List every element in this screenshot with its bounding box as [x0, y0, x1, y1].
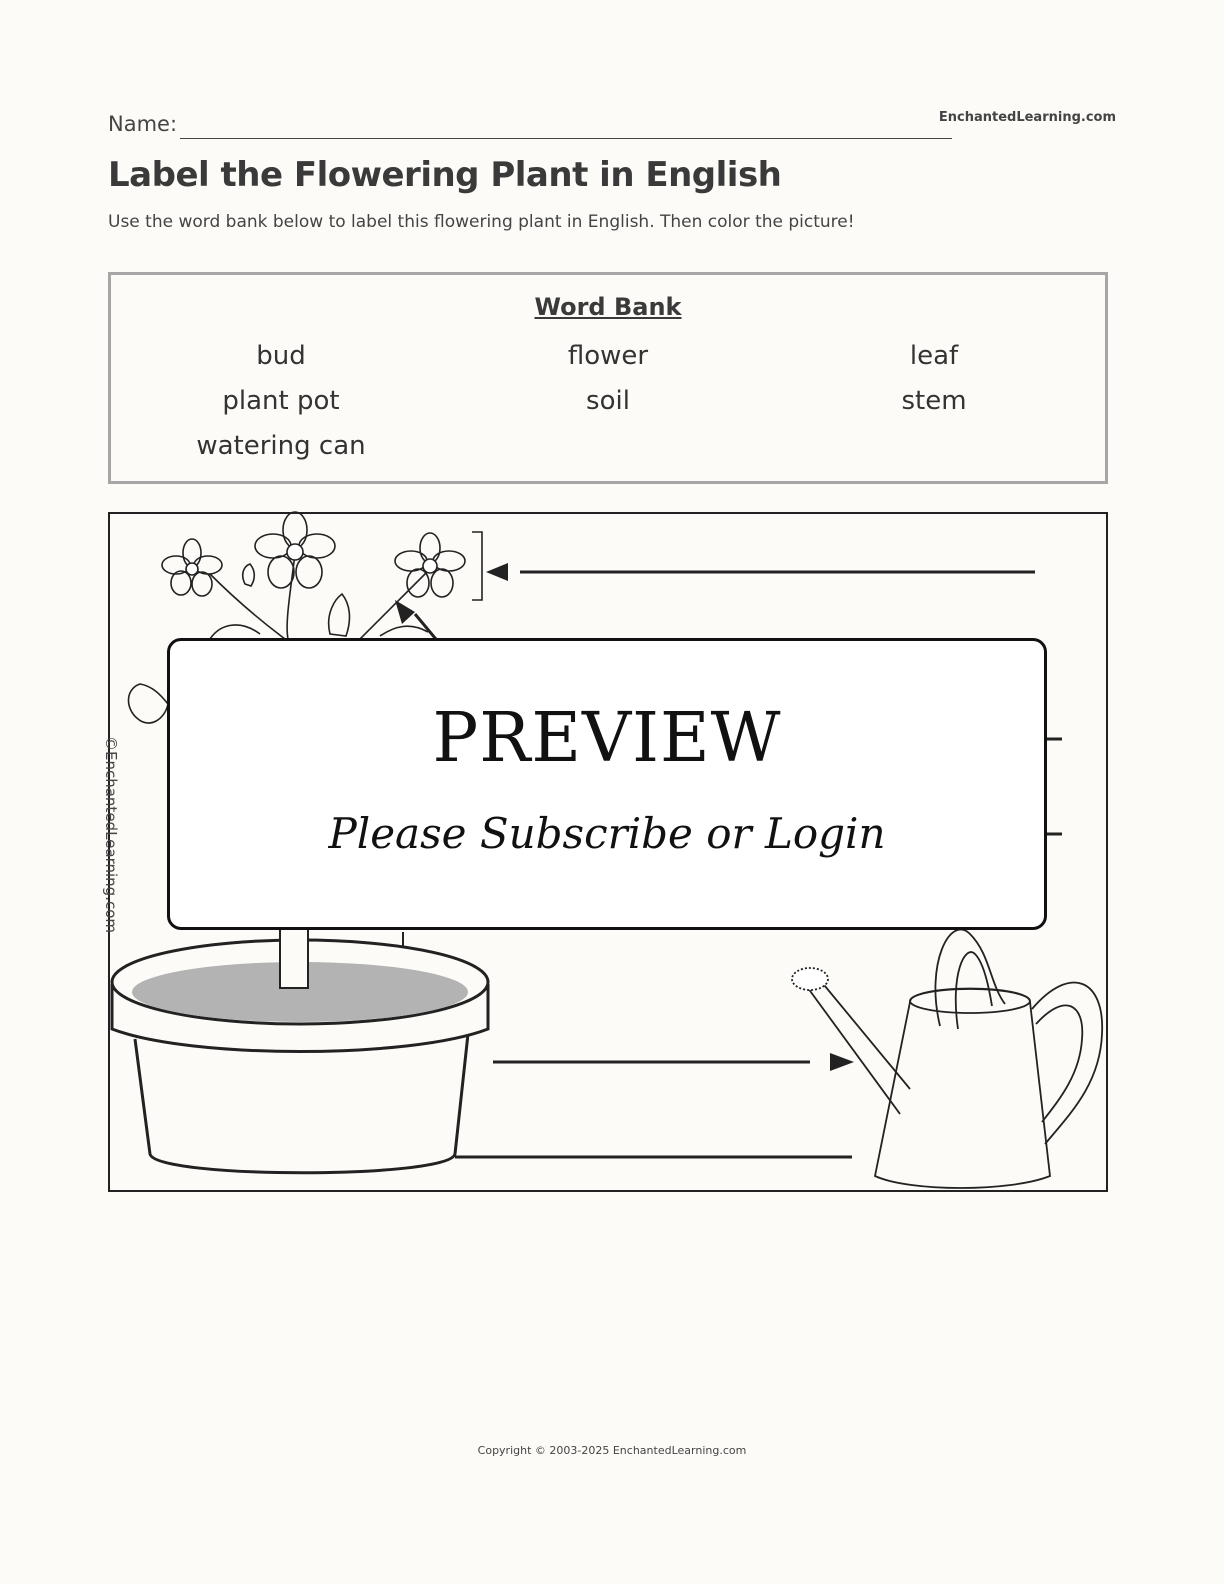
instructions: Use the word bank below to label this flowering plant in English. Then color the picture!	[108, 212, 855, 232]
preview-title: PREVIEW	[432, 699, 782, 778]
name-row	[108, 108, 1116, 142]
leaf	[210, 625, 260, 639]
leaf	[380, 626, 428, 636]
word-bank-item: soil	[586, 386, 630, 416]
name-label: Name:	[108, 112, 178, 136]
flower-left	[162, 539, 222, 596]
name-line[interactable]	[180, 138, 952, 139]
word-bank-title: Word Bank	[534, 293, 682, 321]
arrow-head	[830, 1053, 854, 1071]
footer-copyright: Copyright © 2003-2025 EnchantedLearning.com	[477, 1444, 747, 1457]
word-bank-item: watering can	[196, 431, 366, 461]
preview-subtitle[interactable]: Please Subscribe or Login	[328, 809, 886, 858]
bud	[243, 564, 255, 586]
preview-overlay[interactable]	[167, 638, 1047, 930]
credit-text: ©EnchantedLearning.com	[102, 736, 120, 933]
arrow-head	[395, 600, 415, 624]
word-bank-item: plant pot	[222, 386, 340, 416]
copyright-credit	[102, 736, 138, 946]
word-bank-item: leaf	[909, 341, 959, 371]
page-title: Label the Flowering Plant in English	[108, 155, 782, 195]
plant-pot	[112, 924, 488, 1173]
arrow-head	[486, 563, 508, 581]
plant-diagram	[102, 512, 1108, 1192]
stem-base	[280, 924, 308, 988]
word-bank-item: stem	[901, 386, 967, 416]
word-bank	[108, 272, 1108, 484]
site-link[interactable]: EnchantedLearning.com	[938, 110, 1116, 125]
leaf	[128, 684, 168, 723]
word-bank-item: flower	[567, 341, 649, 371]
bud	[329, 594, 350, 636]
word-bank-item: bud	[256, 341, 306, 371]
flower-middle	[255, 512, 335, 588]
flower-right	[395, 533, 465, 597]
